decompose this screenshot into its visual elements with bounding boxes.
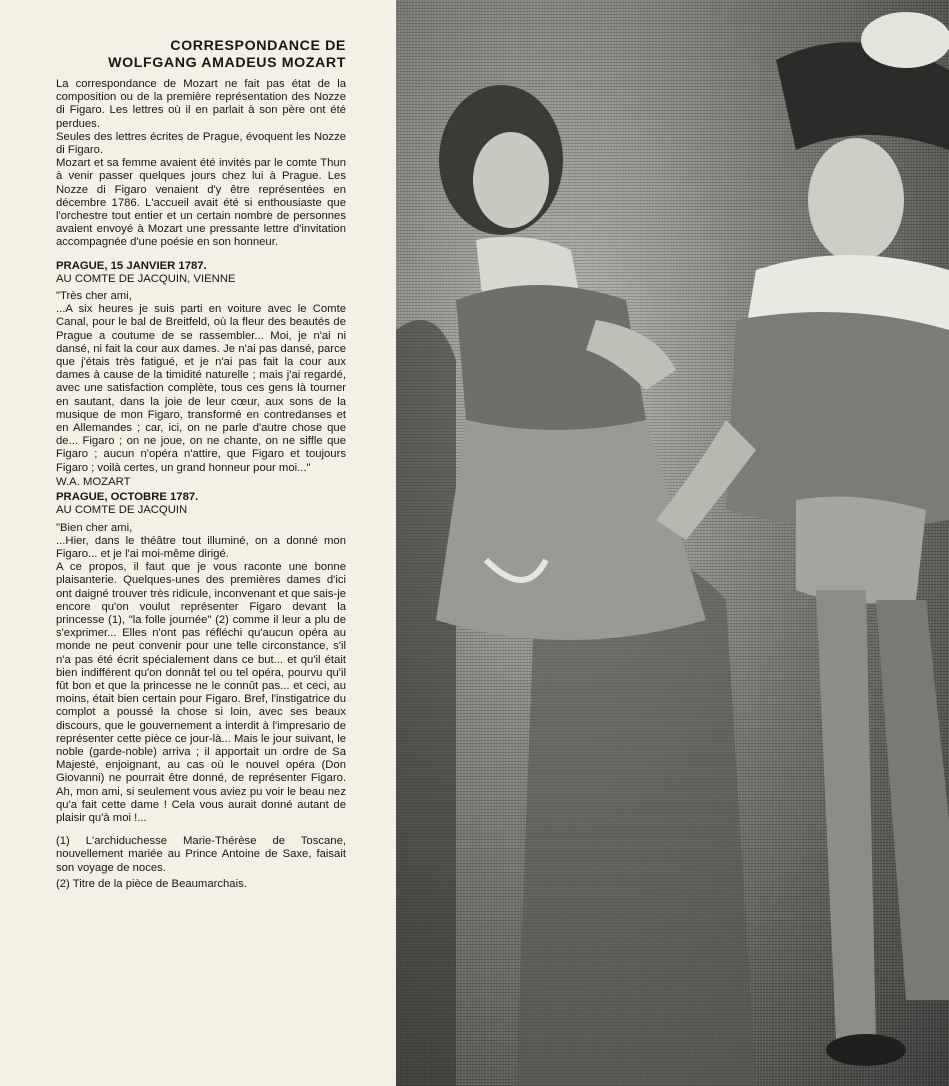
letter2-salutation: "Bien cher ami,	[56, 521, 133, 534]
right-performer-breeches	[796, 497, 926, 604]
right-performer-shoe	[826, 1034, 906, 1066]
right-performer-doublet	[726, 312, 949, 528]
footnote-1: (1) L'archiduchesse Marie-Thérèse de Toscane, nouvellement mariée au Prince Antoine de Saxe, faisait son voyage de noces.	[56, 835, 346, 874]
letter1-salutation: "Très cher ami,	[56, 290, 132, 303]
right-performer-face	[808, 138, 904, 262]
page-title	[56, 38, 346, 72]
letter2-body	[56, 522, 346, 826]
letter1-place: PRAGUE, 15 JANVIER 1787.	[56, 259, 207, 272]
text-column	[56, 38, 346, 894]
letter2-heading	[56, 491, 346, 517]
title-line-2: WOLFGANG AMADEUS MOZART	[108, 55, 346, 71]
hat-feather	[861, 12, 949, 68]
left-performer-skirt	[436, 420, 706, 640]
intro-paragraph-1: La correspondance de Mozart ne fait pas état de la composition ou de la première représentation des Nozze di Figaro. Les lettres où il en parlait à son père ont été perdues.	[56, 78, 346, 130]
letter1-text: ...A six heures je suis parti en voiture avec le Comte Canal, pour le bal de Breitfeld, où la fleur des beautés de Prague a coutume de se rassembler... Moi, je n'ai ni dansé, ni fait la cour aux dames. Je n'ai pas dansé, parce que j'étais très fatigué, et je n'ai pas fait la cour aux dames à cause de la timidité naturelle ; mais j'ai regardé, avec une satisfaction complète, tous ces gens là tourner en sautant, dans la joie de leur cœur, aux sons de la musique de mon Figaro, transformé en contredanses et en Allemandes ; car, ici, on ne parle d'autre chose que de... Figaro ; on ne joue, on ne chante, on ne siffle que Figaro ; aucun n'opéra n'attire, que Figaro et toujours Figaro ; voilà certes, un grand honneur pour moi..."	[56, 303, 346, 474]
left-performer	[436, 85, 706, 640]
intro-paragraph-2: Seules des lettres écrites de Prague, évoquent les Nozze di Figaro.	[56, 130, 346, 157]
performers-illustration	[396, 0, 949, 1086]
performers-photo	[396, 0, 949, 1086]
letter2-paragraph-1: ...Hier, dans le théâtre tout illuminé, on a donné mon Figaro... et je l'ai moi-même dirigé.	[56, 534, 346, 560]
title-line-1: CORRESPONDANCE DE	[170, 38, 346, 54]
right-performer-leg	[816, 590, 876, 1040]
letter2-place: PRAGUE, OCTOBRE 1787.	[56, 491, 199, 504]
letter2-paragraph-2: A ce propos, il faut que je vous raconte une bonne plaisanterie. Quelques-unes des premières dames d'ici ont daigné trouver très ridicule, inconvenant et que sais-je encore qu'on voulut représenter Figaro devant la princesse (1), "la folle journée" (2) comme il leur a plu de s'exprimer... Elles n'ont pas réfléchi qu'aucun opéra au monde ne peut convenir pour une telle circonstance, s'il n'a pas été écrit spécialement dans ce but... et qu'il était bien indifférent qu'on donnât tel ou tel opéra, pourvu qu'il fût bon et que la princesse ne le connût pas... et ceci, au moins, était bien certain pour Figaro. Bref, l'instigatrice du complot a poussé la chose si loin, avec ses beaux discours, que le gouvernement a interdit à l'impresario de représenter cette pièce ce jour-là... Mais le jour suivant, le noble (garde-noble) arriva ; il apportait un ordre de Sa Majesté, enjoignant, au cas où le nouvel opéra (Don Giovanni) ne pourrait être donné, de représenter Figaro. Ah, mon ami, si seulement vous aviez pu voir le beau nez qu'a fait cette dame ! Cela vous aurait donné autant de plaisir qu'à moi !...	[56, 561, 346, 824]
letter2-recipient: AU COMTE DE JACQUIN	[56, 504, 188, 517]
letter1-recipient: AU COMTE DE JACQUIN, VIENNE	[56, 272, 236, 285]
left-shadow	[396, 320, 456, 1086]
intro-paragraph-3: Mozart et sa femme avaient été invités par le comte Thun à venir passer quelques jours chez lui à Prague. Les Nozze di Figaro venaient d'y être représentées en décembre 1786. L'accueil avait été si enthousiaste que l'orchestre tout entier et un certain nombre de personnes avaient envoyé à Mozart une pressante lettre d'invitation accompagnée d'une poésie en son honneur.	[56, 157, 346, 249]
letter1-body	[56, 290, 346, 489]
left-performer-face	[473, 132, 549, 228]
letter1-heading	[56, 260, 346, 286]
footnote-2: (2) Titre de la pièce de Beaumarchais.	[56, 877, 247, 890]
right-performer-leg-2	[876, 600, 949, 1000]
footnotes	[56, 835, 346, 891]
intro-section	[56, 78, 346, 250]
letter1-signature: W.A. MOZART	[56, 475, 131, 488]
